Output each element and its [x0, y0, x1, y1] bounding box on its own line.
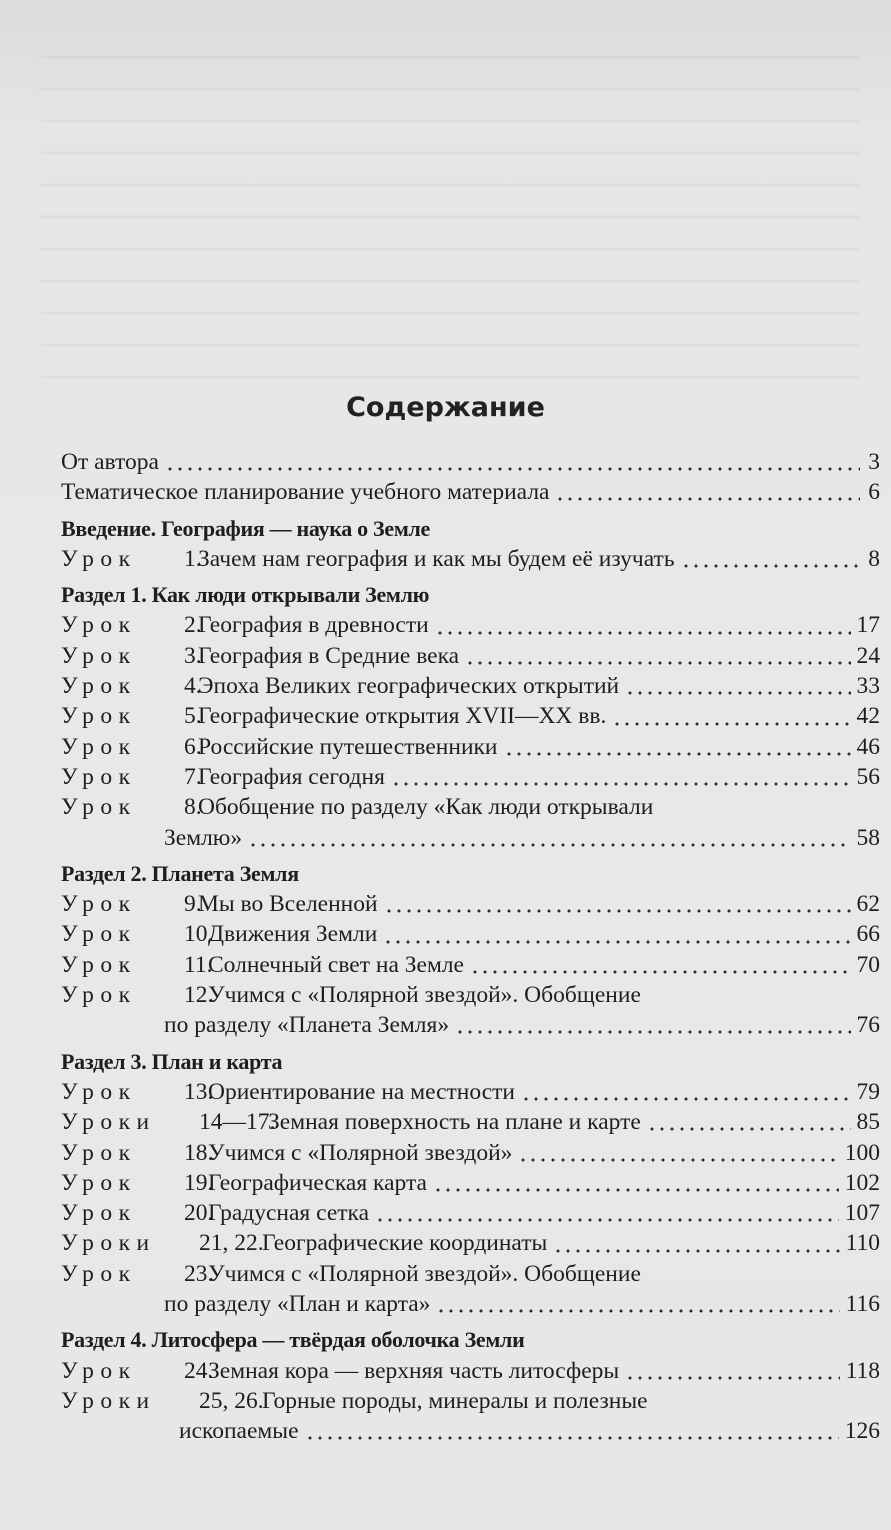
- entry-title: Учимся с «Полярной звездой». Обобщение: [208, 982, 641, 1009]
- dot-leader: [470, 969, 851, 975]
- lesson-number: 4.: [184, 673, 202, 700]
- entry-title: Обобщение по разделу «Как люди открывали: [198, 794, 654, 821]
- dot-leader: [433, 1187, 839, 1193]
- dot-leader: [625, 1375, 839, 1381]
- toc-entry[interactable]: [61, 792, 880, 822]
- lesson-number: 23.: [184, 1260, 214, 1287]
- dot-leader: [455, 1029, 850, 1035]
- entry-title: Ориентирование на местности: [208, 1078, 515, 1105]
- toc-entry[interactable]: [61, 671, 880, 701]
- entry-title: Земная кора — верхняя часть литосферы: [208, 1357, 620, 1384]
- lesson-number: 11.: [184, 951, 213, 978]
- entry-title: Учимся с «Полярной звездой»: [208, 1139, 513, 1166]
- lesson-kind: Урок: [61, 612, 137, 639]
- page-number: 62: [856, 891, 880, 918]
- entry-title: От автора: [61, 449, 159, 475]
- toc-entry-continuation[interactable]: [61, 1010, 880, 1040]
- lesson-number: 8.: [184, 794, 202, 821]
- toc-entry[interactable]: [61, 1168, 880, 1198]
- entry-title: География в Средние века: [198, 642, 460, 669]
- page-number: 70: [856, 951, 880, 978]
- entry-title: Учимся с «Полярной звездой». Обобщение: [208, 1260, 641, 1287]
- entry-title: Тематическое планирование учебного материала: [61, 479, 550, 506]
- lesson-kind: Урок: [61, 763, 137, 790]
- dot-leader: [555, 496, 860, 502]
- lesson-number: 5.: [184, 703, 202, 730]
- page-number: 126: [844, 1418, 880, 1445]
- entry-title: Солнечный свет на Земле: [208, 951, 464, 978]
- lesson-kind: Уроки: [61, 1230, 156, 1257]
- entry-title-continuation: ископаемые: [179, 1418, 299, 1445]
- entry-title: Географические открытия XVII—XX вв.: [198, 703, 607, 730]
- lesson-kind: Урок: [61, 642, 137, 669]
- page-number: 46: [856, 733, 880, 760]
- page-number: 3: [868, 449, 880, 475]
- lesson-kind: Урок: [61, 1139, 137, 1166]
- dot-leader: [391, 781, 851, 787]
- entry-title-continuation: Землю»: [164, 824, 243, 851]
- dot-leader: [375, 1217, 839, 1223]
- lesson-number: 14—17.: [199, 1109, 276, 1136]
- entry-title-continuation: по разделу «Планета Земля»: [164, 1012, 450, 1039]
- entry-title: Эпоха Великих географических открытий: [198, 673, 620, 700]
- lesson-number: 18.: [184, 1139, 214, 1166]
- dot-leader: [647, 1126, 851, 1132]
- lesson-kind: Уроки: [61, 1109, 156, 1136]
- section-heading[interactable]: Раздел 1. Как люди открывали Землю: [61, 582, 430, 608]
- toc-entry[interactable]: [61, 762, 880, 792]
- page-number: 79: [856, 1078, 880, 1105]
- lesson-kind: Урок: [61, 921, 137, 948]
- toc-entry[interactable]: [61, 610, 880, 640]
- lesson-kind: Урок: [61, 982, 137, 1009]
- page-number: 66: [856, 921, 880, 948]
- toc-entry[interactable]: [61, 1386, 880, 1416]
- page-number: 6: [868, 479, 880, 506]
- dot-leader: [504, 751, 851, 757]
- toc-entry[interactable]: [61, 544, 880, 574]
- lesson-number: 20.: [184, 1200, 214, 1227]
- dot-leader: [681, 563, 860, 569]
- page-number: 107: [844, 1200, 880, 1227]
- lesson-number: 10.: [184, 921, 214, 948]
- entry-title: География сегодня: [198, 763, 385, 790]
- section-heading[interactable]: Раздел 2. Планета Земля: [61, 860, 299, 886]
- dot-leader: [435, 630, 851, 636]
- page-number: 42: [856, 703, 880, 730]
- lesson-kind: Урок: [61, 1169, 137, 1196]
- page-number: 17: [856, 612, 880, 639]
- toc-entry[interactable]: [61, 477, 880, 507]
- dot-leader: [612, 721, 850, 727]
- entry-title: Зачем нам география и как мы будем её изучать: [198, 545, 675, 572]
- dot-leader: [383, 939, 850, 945]
- toc-entry[interactable]: [61, 701, 880, 731]
- toc-entry[interactable]: [61, 980, 880, 1010]
- toc-entry[interactable]: [61, 1107, 880, 1137]
- lesson-number: 25, 26.: [199, 1387, 264, 1414]
- dot-leader: [165, 466, 860, 472]
- toc-entry[interactable]: [61, 1198, 880, 1228]
- page-title: Содержание: [346, 392, 545, 423]
- dot-leader: [521, 1096, 851, 1102]
- page-number: 85: [856, 1109, 880, 1136]
- dot-leader: [518, 1157, 838, 1163]
- lesson-kind: Урок: [61, 545, 137, 572]
- toc-entry-continuation[interactable]: [61, 1416, 880, 1446]
- page-number: 102: [844, 1169, 880, 1196]
- lesson-number: 12.: [184, 982, 214, 1009]
- lesson-kind: Урок: [61, 1200, 137, 1227]
- lesson-kind: Урок: [61, 794, 137, 821]
- page-number: 100: [844, 1139, 880, 1166]
- dot-leader: [384, 908, 851, 914]
- lesson-kind: Урок: [61, 703, 137, 730]
- lesson-number: 19.: [184, 1169, 214, 1196]
- page-number: 56: [856, 763, 880, 790]
- page-number: 33: [856, 673, 880, 700]
- toc-entry[interactable]: [61, 641, 880, 671]
- lesson-kind: Урок: [61, 891, 137, 918]
- lesson-kind: Урок: [61, 951, 137, 978]
- entry-title: География в древности: [198, 612, 429, 639]
- dot-leader: [465, 660, 850, 666]
- bleed-through-text: [40, 30, 860, 390]
- toc-entry[interactable]: [61, 1228, 880, 1258]
- dot-leader: [553, 1248, 839, 1254]
- entry-title: Земная поверхность на плане и карте: [268, 1109, 641, 1136]
- lesson-number: 1.: [184, 545, 202, 572]
- toc-entry[interactable]: [61, 447, 880, 477]
- toc-entry[interactable]: [61, 732, 880, 762]
- page-number: 8: [868, 545, 880, 572]
- lesson-kind: Урок: [61, 733, 137, 760]
- toc-entry[interactable]: [61, 1138, 880, 1168]
- section-heading[interactable]: Раздел 3. План и карта: [61, 1048, 283, 1074]
- entry-title: Географическая карта: [208, 1169, 427, 1196]
- section-heading[interactable]: Раздел 4. Литосфера — твёрдая оболочка Земли: [61, 1327, 525, 1353]
- dot-leader: [248, 842, 850, 848]
- lesson-number: 13.: [184, 1078, 214, 1105]
- entry-title: Географические координаты: [262, 1230, 548, 1257]
- dot-leader: [436, 1308, 839, 1314]
- dot-leader: [305, 1435, 839, 1441]
- page-number: 116: [845, 1291, 880, 1318]
- entry-title: Движения Земли: [208, 921, 378, 948]
- page-number: 76: [856, 1012, 880, 1039]
- dot-leader: [625, 690, 850, 696]
- lesson-kind: Урок: [61, 1078, 137, 1105]
- entry-title-continuation: по разделу «План и карта»: [164, 1291, 431, 1318]
- lesson-number: 9.: [184, 891, 202, 918]
- lesson-number: 3.: [184, 642, 202, 669]
- lesson-kind: Уроки: [61, 1387, 156, 1414]
- page-number: 58: [856, 824, 880, 851]
- toc-entry[interactable]: [61, 919, 880, 949]
- lesson-number: 7.: [184, 763, 202, 790]
- toc-entry[interactable]: [61, 1259, 880, 1289]
- lesson-kind: Урок: [61, 673, 137, 700]
- entry-title: Горные породы, минералы и полезные: [262, 1387, 648, 1414]
- toc-entry[interactable]: [61, 1077, 880, 1107]
- lesson-kind: Урок: [61, 1260, 137, 1287]
- toc-entry-continuation[interactable]: [61, 1289, 880, 1319]
- lesson-kind: Урок: [61, 1357, 137, 1384]
- page-number: 24: [856, 642, 880, 669]
- lesson-number: 21, 22.: [199, 1230, 264, 1257]
- entry-title: Градусная сетка: [208, 1200, 370, 1227]
- entry-title: Российские путешественники: [198, 733, 498, 760]
- lesson-number: 24.: [184, 1357, 214, 1384]
- table-of-contents: [61, 447, 880, 1447]
- page-number: 118: [845, 1357, 880, 1384]
- entry-title: Мы во Вселенной: [198, 891, 378, 918]
- toc-entry[interactable]: [61, 950, 880, 980]
- toc-entry[interactable]: [61, 889, 880, 919]
- page-number: 110: [845, 1230, 880, 1257]
- toc-entry-continuation[interactable]: [61, 823, 880, 853]
- lesson-number: 6.: [184, 733, 202, 760]
- lesson-number: 2.: [184, 612, 202, 639]
- section-heading[interactable]: Введение. География — наука о Земле: [61, 515, 431, 541]
- toc-entry[interactable]: [61, 1356, 880, 1386]
